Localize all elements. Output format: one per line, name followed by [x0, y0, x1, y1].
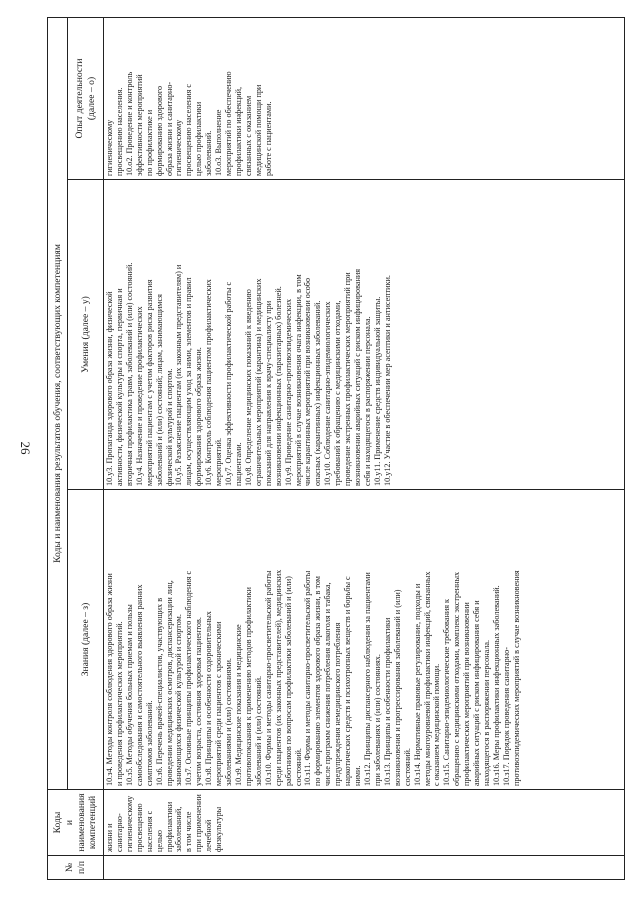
text-line: 10.о3. Выполнение: [214, 109, 224, 176]
text-line: ними.: [353, 765, 363, 786]
text-line: 10.у6. Контроль соблюдения пациентом профилактических: [204, 279, 214, 486]
text-line: 10.у11. Применение средств индивидуальной защиты.: [372, 296, 382, 486]
text-line: при применении: [194, 794, 204, 852]
page-number: 26: [18, 441, 33, 455]
text-line: просвещению населения с: [184, 83, 194, 176]
text-line: эффективности мероприятий: [134, 74, 144, 176]
text-line: 10.з17. Порядок проведения санитарно-: [501, 647, 511, 786]
text-line: занимающихся физической культурой и спортом.: [174, 614, 184, 786]
text-line: мероприятий.: [214, 437, 224, 486]
text-line: находящегося в распоряжении персонала.: [482, 639, 492, 786]
text-line: заболеваниями и (или) состояниями.: [224, 658, 234, 786]
text-line: 10.у4. Назначение и проведение профилактических: [134, 306, 144, 486]
text-line: 10.з13. Принципы и особенности профилактики: [382, 617, 392, 786]
text-line: работников по вопросам профилактики заболеваний и (или): [283, 576, 293, 786]
text-line: симптомов заболеваний.: [144, 700, 154, 786]
text-line: гигиеническому: [105, 119, 114, 176]
text-line: мероприятий по обеспечению: [224, 71, 234, 176]
text-line: 10.у7. Оценка эффективности профилактической работы с: [224, 281, 234, 486]
text-line: 10.з12. Принципы диспансерного наблюдения за пациентами: [362, 572, 372, 786]
text-line: заболеваний.: [204, 130, 214, 176]
text-line: населения с целью: [144, 810, 164, 852]
knowledge-cell: [104, 490, 625, 790]
text-line: состояний.: [402, 748, 412, 786]
text-line: физической культурой и спортом.: [164, 368, 174, 486]
row-number-cell: [104, 856, 625, 880]
text-line: 10.у10. Соблюдение санитарно-эпидемиологических: [323, 301, 333, 486]
header-experience: Опыт деятельности (далее – о): [68, 18, 104, 180]
text-line: гигиеническому: [174, 119, 184, 176]
text-line: опасных (карантинных) инфекционных заболеваний.: [313, 300, 323, 486]
text-line: 10.з10. Формы и методы санитарно-просветительской работы: [263, 570, 273, 786]
text-line: 10.о2. Проведение и контроль: [124, 71, 134, 176]
text-line: вторичная профилактика травм, заболеваний и (или) состояний.: [124, 262, 134, 486]
text-line: 10.з5. Методы обучения больных приемам и пользы: [124, 604, 134, 786]
text-line: заболеваний и (или) состояний; лицам, занимающимся: [154, 294, 164, 486]
text-line: 10.з14. Нормативные правовые регулирование, подходы и: [412, 583, 422, 786]
text-line: по профилактике и: [144, 109, 154, 176]
text-line: мероприятий пациентам с учетом факторов риска развития: [144, 279, 154, 486]
text-line: методы многоуровневой профилактики инфекций, связанных: [422, 571, 432, 786]
text-line: 10.у8. Определение медицинских показаний к введению: [243, 289, 253, 486]
text-line: и проведения профилактических мероприятий.: [114, 621, 124, 786]
experience-cell: [104, 18, 625, 180]
text-line: формирования здорового образа жизни.: [194, 347, 204, 486]
text-line: с оказанием медицинской помощи.: [432, 663, 442, 786]
text-line: просвещению населения.: [114, 87, 124, 176]
text-line: учетом возраста, состояния здоровья пациентов.: [194, 617, 204, 786]
text-line: целью профилактики: [194, 101, 204, 176]
text-line: гигиеническому: [124, 795, 134, 852]
text-line: проведении медицинских осмотров, диспансеризации лиц,: [164, 580, 174, 786]
text-line: активности, физической культуры и спорта, первичная и: [114, 288, 124, 486]
text-line: 10.з11. Формы и методы санитарно-просветительской работы: [303, 570, 313, 786]
text-line: аварийных ситуаций с риском инфицирования себя и: [472, 600, 482, 786]
text-line: лечебной: [204, 819, 214, 852]
text-line: числе программ снижения потребления алкоголя и табака,: [323, 582, 333, 786]
text-line: заболеваний,: [174, 806, 184, 852]
text-line: предупреждения немедицинского потребления: [333, 622, 343, 786]
text-line: самообследования и самостоятельного выявления ранних: [134, 584, 144, 786]
text-line: 10.у12. Участие в обеспечении мер асептики и антисептики.: [382, 275, 392, 486]
text-line: показаний для направления к врачу-специалисту при: [263, 300, 273, 486]
text-line: 10.з16. Меры профилактики инфекционных заболеваний.: [491, 585, 501, 786]
header-number: № п/п: [48, 856, 104, 880]
text-line: 10.у3. Пропаганда здорового образа жизни, физической: [105, 291, 114, 486]
header-skills: Умения (далее – у): [68, 180, 104, 490]
skills-cell: [104, 180, 625, 490]
competency-table-rotated: [47, 18, 625, 880]
text-line: возникновении инфекционных (паразитарных) болезней.: [273, 286, 283, 486]
text-line: при заболеваниях и (или) состояниях.: [372, 654, 382, 786]
text-line: мероприятий в случае возникновения очага инфекции, в том: [293, 274, 303, 486]
text-line: ограничительных мероприятий (карантина) и медицинских: [253, 278, 263, 486]
text-line: формированию здорового: [154, 85, 164, 176]
text-line: 10.з7. Основные принципы профилактического наблюдения с: [184, 570, 194, 786]
text-line: среди пациентов (их законных представителей), медицинских: [273, 569, 283, 786]
text-line: 10.з4. Методы контроля соблюдения здорового образа жизни: [105, 573, 114, 786]
text-line: 10.у9. Проведение санитарно-противоэпидемических: [283, 298, 293, 486]
text-line: себя и находящегося в распоряжении персонала.: [362, 316, 372, 486]
competency-table: [47, 17, 625, 880]
text-line: образа жизни и санитарно-: [164, 81, 174, 176]
text-line: возникновении аварийных ситуаций с риском инфицирования: [353, 268, 363, 486]
text-line: мероприятий среди пациентов с хроническими: [214, 621, 224, 786]
text-line: медицинской помощи при: [253, 84, 263, 176]
text-line: возникновения и прогрессирования заболеваний и (или): [392, 589, 402, 786]
text-line: 10.з15. Санитарно-эпидемиологические требования к: [442, 598, 452, 786]
text-line: 10.з6. Перечень врачей-специалистов, участвующих в: [154, 597, 164, 786]
text-line: 10.з8. Принципы и особенности оздоровительных: [204, 611, 214, 786]
text-line: по формированию элементов здорового образа жизни, в том: [313, 576, 323, 786]
text-line: физкультуры: [214, 806, 224, 852]
text-line: противопоказания к применению методов профилактики: [243, 587, 253, 786]
text-line: профилактических мероприятий при возникновении: [462, 602, 472, 786]
header-learning-outcomes: Коды и наименования результатов обучения, соответствующих компетенциям: [48, 18, 68, 790]
text-line: 10.у5. Разъяснение пациентам (их законным представителям) и: [174, 264, 184, 486]
text-line: работе с пациентами.: [263, 101, 273, 176]
text-line: проведение экстренных профилактических мероприятий при: [343, 272, 353, 486]
text-line: просвещению: [134, 803, 144, 852]
text-line: 10.з9. Медицинские показания и медицинские: [233, 624, 243, 786]
text-line: лицам, осуществляющим уход за ними, элементов и правил: [184, 277, 194, 486]
competency-cell: [104, 790, 625, 856]
text-line: в том числе: [184, 811, 194, 852]
text-line: профилактики: [164, 801, 174, 852]
text-line: противоэпидемических мероприятий в случае возникновения: [511, 570, 521, 786]
text-line: заболеваний и (или) состояний.: [253, 675, 263, 786]
header-competencies: Коды и наименования компетенций: [48, 790, 104, 856]
text-line: требований к обращению с медицинскими отходами,: [333, 300, 343, 486]
text-line: пациентами.: [233, 442, 243, 486]
text-line: жизни и санитарно-: [105, 813, 124, 852]
text-line: обращению с медицинскими отходами, комплекс экстренных: [452, 571, 462, 786]
text-line: наркотических средств и психотропных веществ и борьбы с: [343, 576, 353, 786]
text-line: состояний.: [293, 748, 303, 786]
header-knowledge: Знания (далее – з): [68, 490, 104, 790]
text-line: профилактики инфекций,: [233, 86, 243, 176]
text-line: связанных с оказанием: [243, 95, 253, 176]
text-line: числе карантинных мероприятий при возникновении особо: [303, 277, 313, 486]
